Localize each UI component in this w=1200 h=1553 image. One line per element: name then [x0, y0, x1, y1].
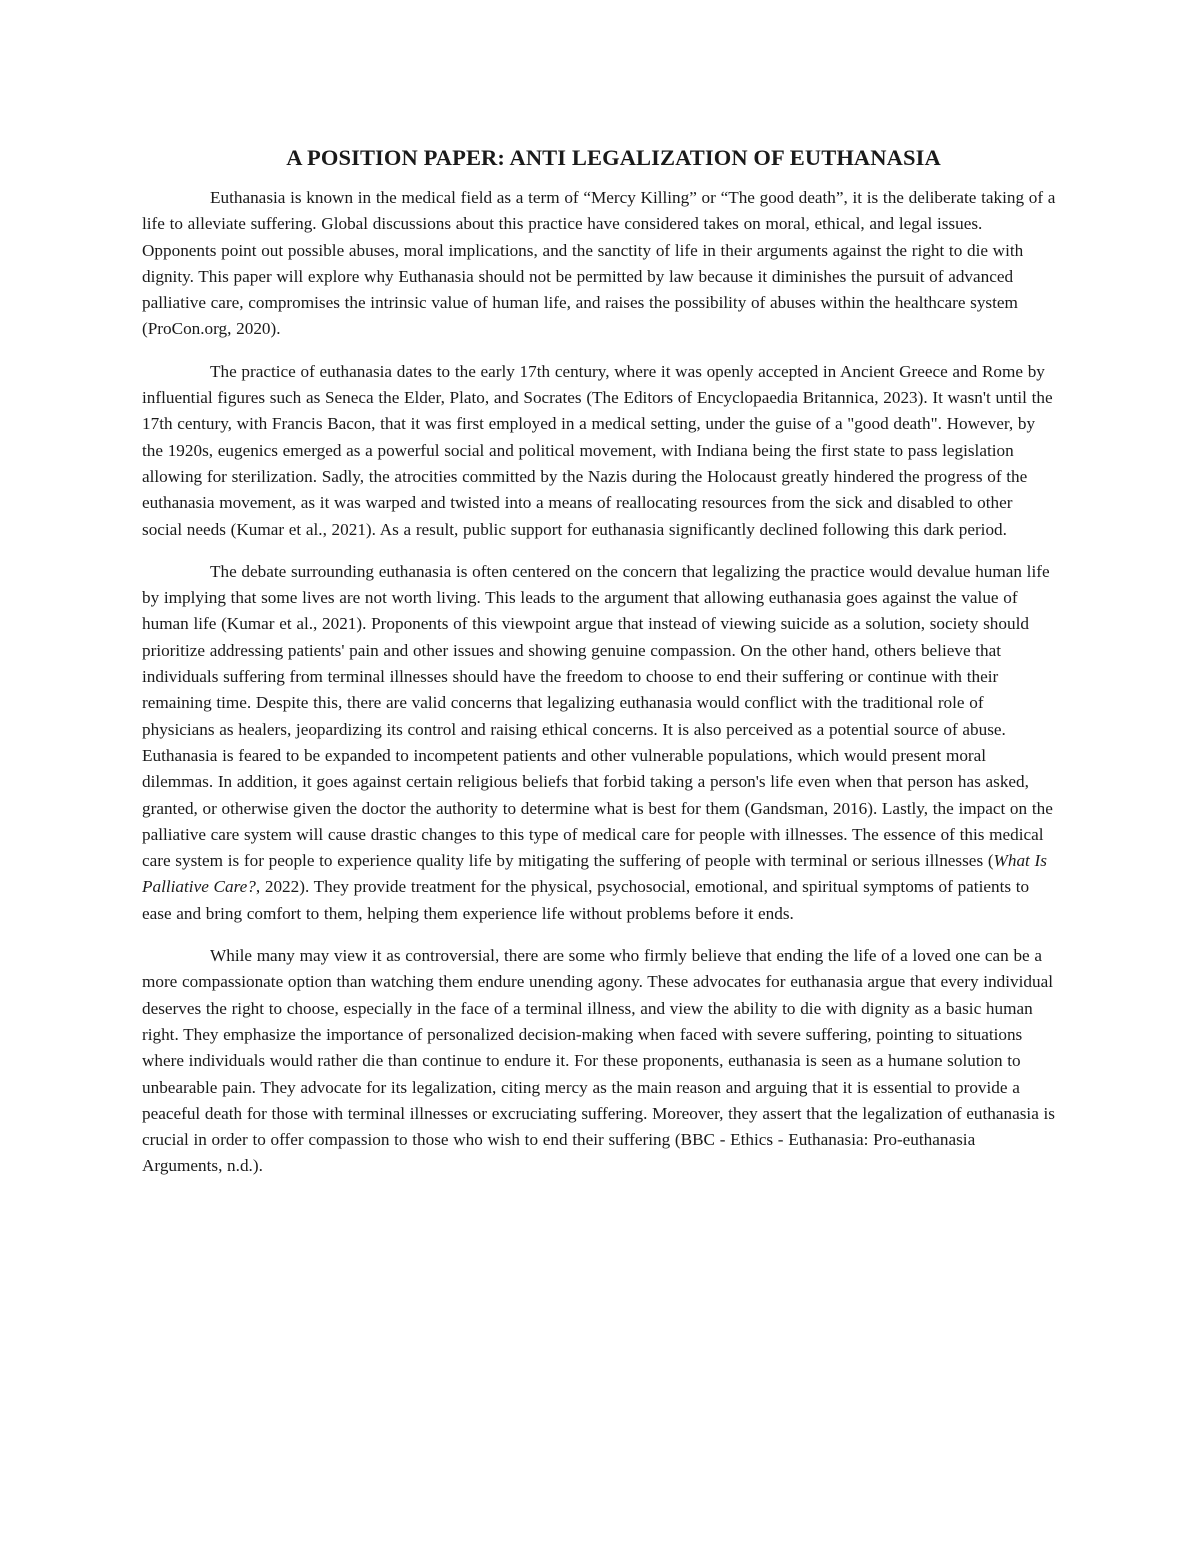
citation-title-italic: What Is Palliative Care? [142, 851, 1047, 897]
paragraph-debate [142, 559, 1057, 927]
paragraph-counterargument: While many may view it as controversial, there are some who firmly believe that ending the life of a loved one can be a more compassionate option than watching them endure unending agony. These advocates for euthanasia argue that every individual deserves the right to choose, especially in the face of a terminal illness, and view the ability to die with dignity as a basic human right. They emphasize the importance of personalized decision-making when faced with severe suffering, pointing to situations where individuals would rather die than continue to endure it. For these proponents, euthanasia is seen as a humane solution to unbearable pain. They advocate for its legalization, citing mercy as the main reason and arguing that it is essential to provide a peaceful death for those with terminal illnesses or excruciating suffering. Moreover, they assert that the legalization of euthanasia is crucial in order to offer compassion to those who wish to end their suffering (BBC - Ethics - Euthanasia: Pro-euthanasia Arguments, n.d.). [142, 946, 1056, 1176]
paragraph-history: The practice of euthanasia dates to the early 17th century, where it was openly accepted in Ancient Greece and Rome by influential figures such as Seneca the Elder, Plato, and Socrates (The Editors of Encyclopaedia Britannica, 2023). It wasn't until the 17th century, with Francis Bacon, that it was first employed in a medical setting, under the guise of a "good death". However, by the 1920s, eugenics emerged as a powerful social and political movement, with Indiana being the first state to pass legislation allowing for sterilization. Sadly, the atrocities committed by the Nazis during the Holocaust greatly hindered the progress of the euthanasia movement, as it was warped and twisted into a means of reallocating resources from the sick and disabled to other social needs (Kumar et al., 2021). As a result, public support for euthanasia significantly declined following this dark period. [142, 361, 1053, 539]
paragraph-debate-text-before: The debate surrounding euthanasia is often centered on the concern that legalizing the practice would devalue human life by implying that some lives are not worth living. This leads to the argument that allowing euthanasia goes against the value of human life (Kumar et al., 2021). Proponents of this viewpoint argue that instead of viewing suicide as a solution, society should prioritize addressing patients' pain and other issues and showing genuine compassion. On the other hand, others believe that individuals suffering from terminal illnesses should have the freedom to choose to end their suffering or continue with their remaining time. Despite this, there are valid concerns that legalizing euthanasia would conflict with the traditional role of physicians as healers, jeopardizing its control and raising ethical concerns. It is also perceived as a potential source of abuse. Euthanasia is feared to be expanded to incompetent patients and other vulnerable populations, which would present moral dilemmas. In addition, it goes against certain religious beliefs that forbid taking a person's life even when that person has asked, granted, or otherwise given the doctor the authority to determine what is best for them (Gandsman, 2016). Lastly, the impact on the palliative care system will cause drastic changes to this type of medical care for people with illnesses. The essence of this medical care system is for people to experience quality life by mitigating the suffering of people with terminal or serious illnesses ( [142, 561, 1053, 871]
document-title: A POSITION PAPER: ANTI LEGALIZATION OF EUTHANASIA [286, 145, 941, 170]
paragraph-debate-text-after: , 2022). They provide treatment for the physical, psychosocial, emotional, and spiritual symptoms of patients to ease and bring comfort to them, helping them experience life without problems before it ends. [142, 877, 1030, 923]
document-page [142, 140, 1057, 1196]
paragraph-introduction: Euthanasia is known in the medical field as a term of “Mercy Killing” or “The good death”, it is the deliberate taking of a life to alleviate suffering. Global discussions about this practice have considered takes on moral, ethical, and legal issues. Opponents point out possible abuses, moral implications, and the sanctity of life in their arguments against the right to die with dignity. This paper will explore why Euthanasia should not be permitted by law because it diminishes the pursuit of advanced palliative care, compromises the intrinsic value of human life, and raises the possibility of abuses within the healthcare system (ProCon.org, 2020). [142, 188, 1056, 339]
